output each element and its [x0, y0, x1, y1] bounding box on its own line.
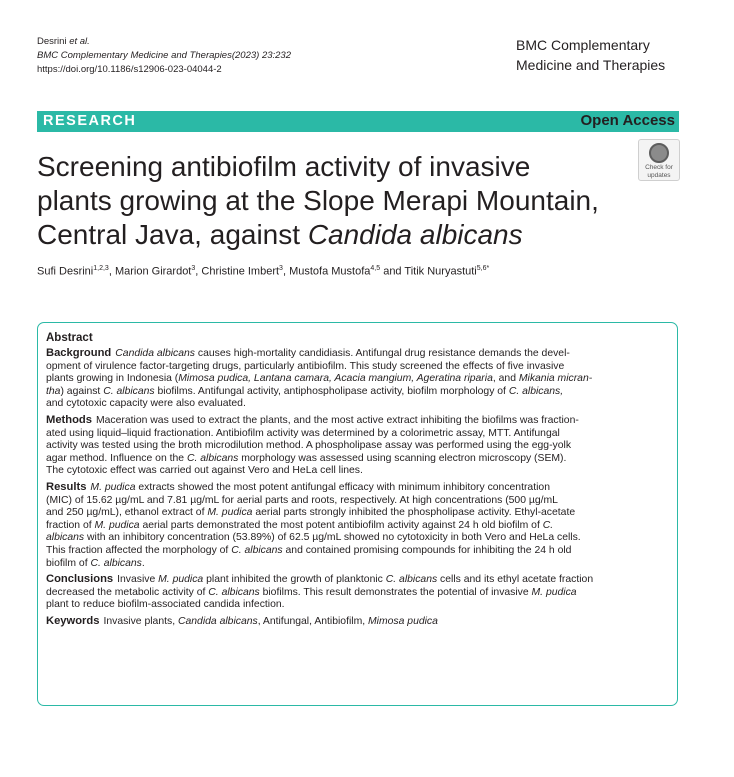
species-name: M. pudica	[207, 507, 253, 519]
section-label: Methods	[46, 413, 92, 426]
text-run: decreased the metabolic activity of	[46, 586, 209, 598]
text-run: ) against	[60, 385, 104, 397]
keyword: Invasive plants,	[103, 615, 178, 627]
author-affiliation: 3	[279, 265, 283, 272]
article-title	[37, 150, 637, 252]
text-run: plant inhibited the growth of planktonic	[203, 574, 386, 586]
author-line	[37, 35, 291, 49]
check-for-updates-button[interactable]	[638, 139, 680, 181]
abstract-results	[46, 481, 669, 570]
text-run: aerial parts demonstrated the most potent antibiofilm activity against 24 h old biofilm of	[139, 519, 543, 531]
text-run: and cytotoxic capacity were also evaluated.	[46, 398, 246, 410]
species-name: C. albicans,	[508, 385, 564, 397]
text-run: biofilm of	[46, 557, 91, 569]
open-access-label: Open Access	[580, 112, 675, 129]
abstract-conclusions	[46, 573, 669, 612]
author-name[interactable]: Sufi Desrini	[37, 265, 94, 278]
keyword: Candida albicans	[177, 615, 258, 627]
text-run: and 250 µg/mL), ethanol extract of	[46, 507, 208, 519]
author-name[interactable]: Marion Girardot	[114, 265, 192, 278]
author-name[interactable]: Christine Imbert	[201, 265, 280, 278]
author-affiliation: 3	[191, 265, 196, 272]
text-run: and contained promising compounds for inhibiting the 24 h old	[282, 544, 572, 556]
section-label: Background	[46, 347, 112, 359]
text-run: cells and its ethyl acetate fraction	[437, 574, 594, 586]
species-name: C. albicans	[103, 385, 155, 397]
text-run: morphology was assessed using scanning electron microscopy (SEM).	[238, 452, 567, 464]
title-species: Candida albicans	[307, 219, 523, 250]
author-separator: ,	[195, 265, 202, 278]
species-name: Mikania micran-	[518, 373, 593, 385]
title-line: Screening antibiofilm activity of invasive	[37, 151, 531, 182]
species-name: C. albicans	[90, 557, 142, 569]
species-name: M. pudica	[94, 519, 140, 531]
et-al: et al.	[66, 36, 90, 47]
text-run: causes high-mortality candidiasis. Antifungal drug resistance demands the devel-	[195, 348, 570, 359]
author-separator: ,	[108, 265, 115, 278]
species-name: M. pudica	[158, 574, 204, 586]
text-run: plants growing in Indonesia (	[46, 373, 179, 385]
species-name: M. pudica	[531, 586, 577, 598]
text-run: Maceration was used to extract the plants, and the most active extract inhibiting the biofilms was fraction-	[96, 414, 579, 426]
text-run: plant to reduce biofilm-associated candida infection.	[46, 599, 285, 611]
species-name: C. albicans	[208, 586, 260, 598]
author-affiliation: 5,6*	[476, 265, 490, 272]
abstract-methods	[46, 414, 669, 478]
first-author: Desrini	[37, 36, 67, 47]
author-affiliation: 4,5	[370, 265, 381, 272]
text-run: aerial parts strongly inhibited the phospholipase activity. Ethyl-acetate	[252, 507, 576, 519]
abstract-heading: Abstract	[46, 332, 93, 344]
species-name: albicans	[46, 532, 85, 544]
species-name: C. albicans	[231, 544, 283, 556]
badge-label: updates	[647, 172, 671, 179]
text-run: This fraction affected the morphology of	[46, 544, 232, 556]
text-run: ated using liquid–liquid fractionation. Antibiofilm activity was determined by a colorimetric assay, MTT. Antifungal	[46, 427, 560, 439]
badge-label: Check for	[645, 164, 673, 171]
check-updates-icon	[649, 143, 669, 163]
article-type-label: RESEARCH	[43, 113, 137, 129]
author-name[interactable]: Mustofa Mustofa	[289, 265, 371, 278]
species-name: tha	[46, 385, 61, 397]
section-label: Results	[46, 480, 87, 493]
species-name: C. albicans	[186, 452, 239, 464]
text-run: The cytotoxic effect was carried out against Vero and HeLa cell lines.	[46, 465, 363, 477]
text-run: biofilms. Antifungal activity, antiphospholipase activity, biofilm morphology of	[154, 385, 509, 397]
text-run: activity was tested using the broth microdilution method. A phospholipase assay was performed using the egg-yolk	[46, 440, 572, 452]
journal-name-line1: BMC Complementary	[516, 37, 650, 53]
abstract-background	[46, 347, 669, 411]
title-line: plants growing at the Slope Merapi Mountain,	[37, 185, 599, 216]
abstract-box	[37, 322, 678, 706]
article-type-banner	[37, 111, 679, 132]
text-run: opment of virulence factor-targeting drugs, particularly antibiofilm. This study screened the effects of five invasive	[46, 360, 565, 372]
text-run: biofilms. This result demonstrates the potential of invasive	[259, 586, 532, 598]
species-name: C. albicans	[385, 574, 438, 586]
keyword: , Antifungal, Antibiofilm,	[257, 615, 369, 627]
keyword: Mimosa pudica	[368, 615, 438, 627]
author-name[interactable]: Titik Nuryastuti	[404, 265, 477, 278]
species-name: Mimosa pudica, Lantana camara, Acacia mangium, Ageratina riparia	[178, 373, 493, 385]
doi-link[interactable]: https://doi.org/10.1186/s12906-023-04044-2	[37, 64, 222, 75]
article-meta	[37, 35, 291, 77]
journal-citation-line	[37, 49, 291, 63]
journal-name	[516, 35, 665, 75]
author-separator: ,	[282, 265, 290, 278]
citation: (2023) 23:232	[231, 50, 292, 61]
abstract-keywords	[46, 615, 669, 629]
title-text: Central Java, against	[37, 219, 308, 250]
title-line	[37, 218, 637, 252]
species-name: M. pudica	[90, 481, 136, 493]
text-run: .	[141, 557, 145, 569]
species-name: Candida albicans	[115, 348, 195, 359]
journal-short-name: BMC Complementary Medicine and Therapies	[37, 50, 232, 61]
text-run: (MIC) of 15.62 µg/mL and 7.81 µg/mL for aerial parts and roots, respectively. At high concentrations (500 µg/mL	[46, 494, 558, 506]
text-run: with an inhibitory concentration (53.89%) of 62.5 µg/mL showed no cytotoxicity in both Vero and HeLa cells.	[84, 532, 581, 544]
author-separator: and	[380, 265, 405, 278]
author-list	[37, 262, 489, 279]
text-run: agar method. Influence on the	[46, 452, 187, 464]
section-label: Keywords	[46, 614, 100, 627]
journal-name-line2: Medicine and Therapies	[516, 57, 666, 73]
author-affiliation: 1,2,3	[93, 265, 109, 272]
text-run: extracts showed the most potent antifungal efficacy with minimum inhibitory concentration	[135, 481, 550, 493]
text-run: fraction of	[46, 519, 95, 531]
section-label: Conclusions	[46, 573, 114, 586]
text-run: Invasive	[117, 574, 159, 586]
text-run: , and	[492, 373, 519, 385]
species-name: C.	[542, 519, 554, 531]
